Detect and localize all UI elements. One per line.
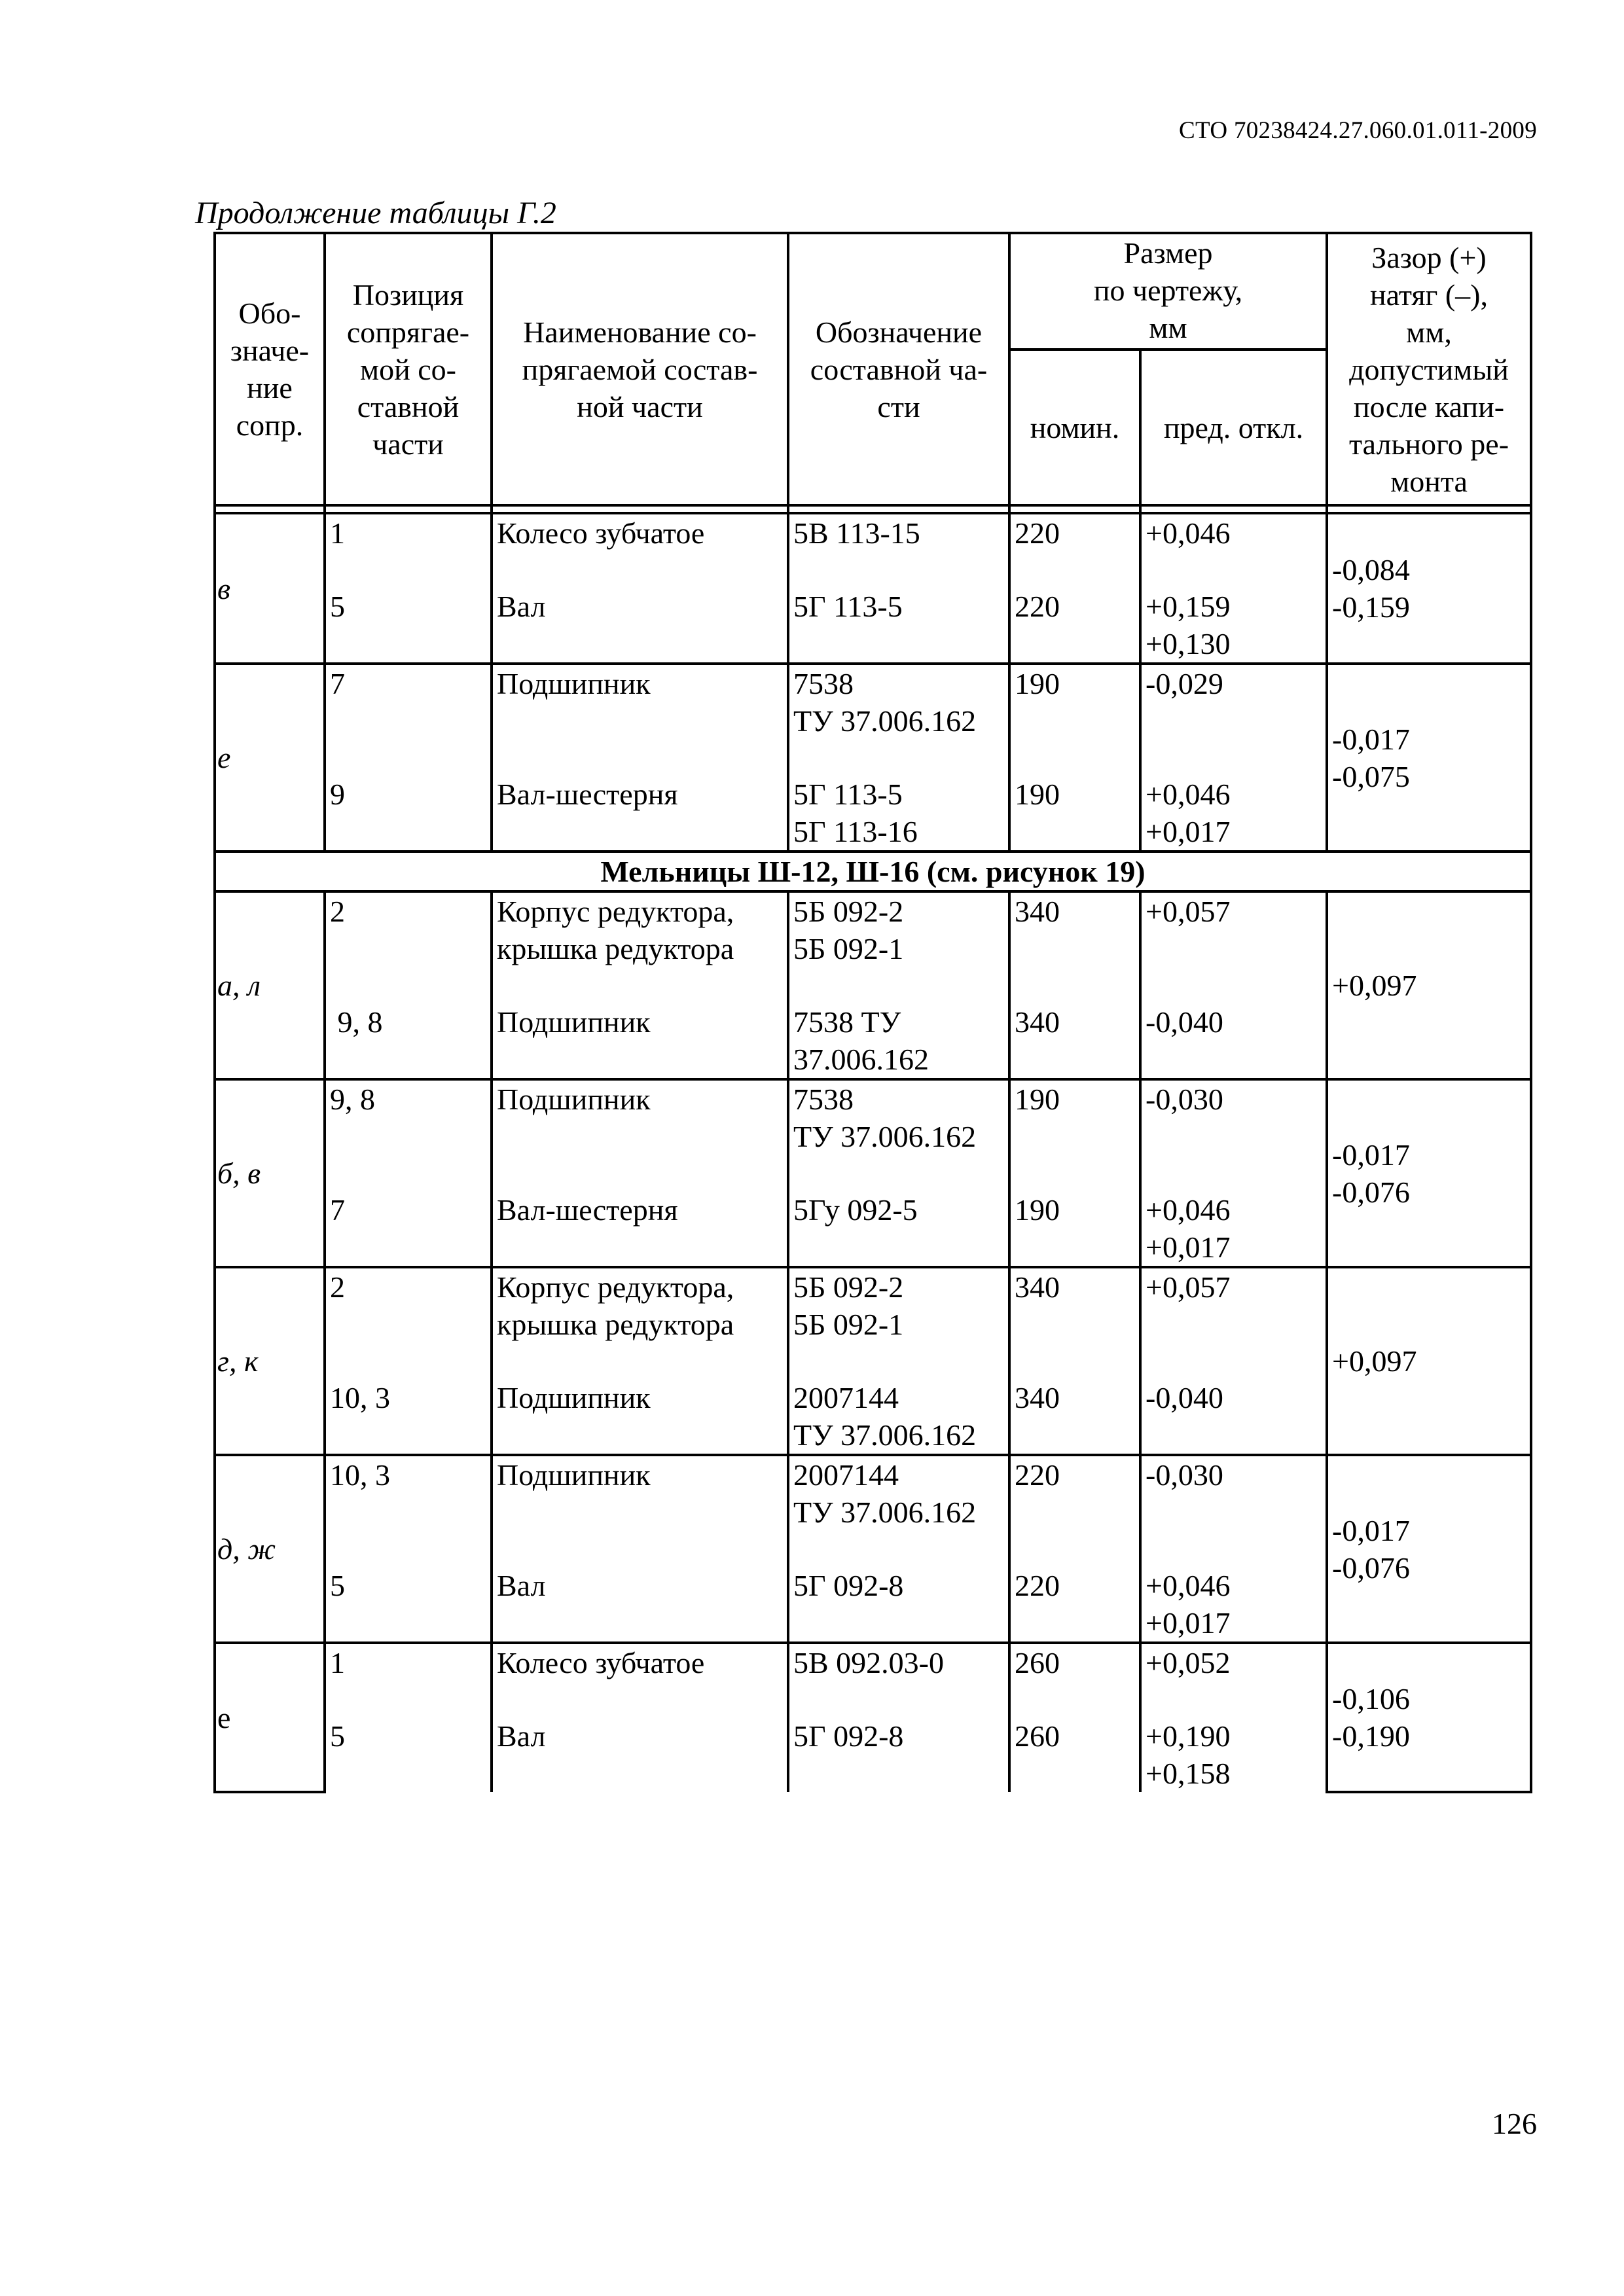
cell-line: +0,057 [1146,1270,1231,1304]
table-row [215,1643,1531,1717]
position-cell: 10, 3 [325,1455,492,1567]
part-name-cell [492,776,788,852]
header-position [325,233,492,505]
cell-line: Вал [497,1569,546,1602]
position-cell: 5 [325,588,492,664]
part-name-cell [492,1267,788,1379]
header-line: составной ча- [810,352,988,386]
cell-line: +0,097 [1332,1344,1417,1378]
tolerance-cell [1140,1567,1327,1643]
mating-designation: б, в [215,1079,325,1267]
cell-line: 5Б 092-1 [793,932,904,965]
cell-line: Колесо зубчатое [497,516,705,550]
cell-line: Подшипник [497,1083,651,1116]
nominal-size-cell: 260 [1009,1643,1140,1717]
tolerance-cell [1140,776,1327,852]
cell-line: 5Б 092-2 [793,1270,904,1304]
part-name-cell [492,588,788,664]
cell-line: +0,052 [1146,1646,1231,1679]
section-title: Мельницы Ш-12, Ш-16 (см. рисунок 19) [215,852,1531,891]
part-designation-cell [788,776,1009,852]
position-cell: 2 [325,1267,492,1379]
header-line: ставной [357,389,460,423]
position-cell: 5 [325,1567,492,1643]
tolerance-cell [1140,1379,1327,1455]
header-line: мм, [1406,315,1452,349]
cell-line: -0,076 [1332,1551,1410,1585]
cell-line: +0,046 [1146,1569,1231,1602]
cell-line: -0,084 [1332,553,1410,586]
cell-line: ТУ 37.006.162 [793,1496,977,1529]
cell-line: Вал-шестерня [497,1193,678,1227]
table-continuation-caption: Продолжение таблицы Г.2 [195,196,556,230]
cell-line: +0,046 [1146,516,1231,550]
cell-line: 2007144 [793,1458,899,1492]
header-line: Размер [1123,236,1213,270]
cell-line: -0,030 [1146,1083,1223,1116]
header-line: ние [247,371,293,404]
nominal-size-cell: 190 [1009,664,1140,776]
tolerance-cell [1140,588,1327,664]
header-nominal: номин. [1009,350,1140,505]
cell-line: -0,075 [1332,759,1410,793]
mating-designation: а, л [215,891,325,1079]
part-name-cell [492,1717,788,1792]
cell-line: +0,130 [1146,627,1231,660]
header-line: натяг (–), [1370,278,1489,312]
cell-line: 5Г 113-5 [793,778,903,811]
page-number: 126 [1492,2107,1537,2140]
cell-line: 7538 ТУ [793,1005,901,1039]
cell-line: +0,017 [1146,1606,1231,1640]
cell-line: 5Г 092-8 [793,1719,904,1753]
tolerance-cell [1140,1455,1327,1567]
document-code: СТО 70238424.27.060.01.011-2009 [1178,117,1537,144]
cell-line: ТУ 37.006.162 [793,1120,977,1153]
mating-designation: г, к [215,1267,325,1455]
cell-line: Вал-шестерня [497,778,678,811]
position-cell: 10, 3 [325,1379,492,1455]
cell-line: +0,159 [1146,590,1231,623]
position-cell: 5 [325,1717,492,1792]
part-designation-cell [788,1567,1009,1643]
position-cell: 1 [325,1643,492,1717]
mating-designation: е [215,1643,325,1792]
nominal-size-cell: 340 [1009,891,1140,1003]
part-name-cell [492,1079,788,1191]
part-name-cell [492,513,788,588]
table-header [215,233,1531,505]
header-line: сопр. [236,408,304,442]
cell-line: +0,017 [1146,815,1231,848]
cell-line: -0,017 [1332,722,1410,756]
part-name-cell [492,664,788,776]
part-name-cell [492,1455,788,1567]
header-line: после капи- [1353,389,1505,423]
part-designation-cell [788,891,1009,1003]
header-line: мой со- [360,352,456,386]
header-line: Обозначение [815,315,983,349]
cell-line: Подшипник [497,1005,651,1039]
table-row [215,664,1531,776]
clearance-cell [1327,1267,1531,1455]
cell-line: ТУ 37.006.162 [793,704,977,738]
clearance-cell [1327,513,1531,664]
nominal-size-cell: 220 [1009,513,1140,588]
tolerance-cell [1140,1079,1327,1191]
cell-line: 5В 092.03-0 [793,1646,944,1679]
tolerance-cell [1140,1267,1327,1379]
cell-line: -0,017 [1332,1513,1410,1547]
table-row [215,891,1531,1003]
mating-designation: е [215,664,325,852]
cell-line: -0,030 [1146,1458,1223,1492]
header-clearance [1327,233,1531,505]
header-part-designation [788,233,1009,505]
tolerance-cell [1140,891,1327,1003]
part-designation-cell [788,588,1009,664]
cell-line: 7538 [793,1083,854,1116]
part-designation-cell [788,1717,1009,1792]
cell-line: 5Г 092-8 [793,1569,904,1602]
header-tolerance: пред. откл. [1140,350,1327,505]
cell-line: +0,017 [1146,1230,1231,1264]
part-designation-cell [788,1379,1009,1455]
header-line: по чертежу, [1093,274,1243,307]
nominal-size-cell: 190 [1009,1191,1140,1267]
cell-line: Корпус редуктора, [497,895,734,928]
header-drawing-size [1009,233,1327,350]
tolerance-cell [1140,1191,1327,1267]
cell-line: -0,106 [1332,1682,1410,1715]
clearance-cell [1327,1455,1531,1643]
position-cell: 7 [325,1191,492,1267]
tolerance-cell [1140,1717,1327,1792]
table-row [215,513,1531,588]
tolerance-cell [1140,1643,1327,1717]
part-designation-cell [788,1079,1009,1191]
part-name-cell [492,1643,788,1717]
header-line: мм [1149,311,1187,344]
cell-line: крышка редуктора [497,1308,734,1341]
nominal-size-cell: 220 [1009,588,1140,664]
part-designation-cell [788,513,1009,588]
part-name-cell [492,1191,788,1267]
table-row [215,1455,1531,1567]
cell-line: 5Б 092-2 [793,895,904,928]
cell-line: +0,158 [1146,1757,1231,1790]
nominal-size-cell: 190 [1009,776,1140,852]
cell-line: +0,046 [1146,778,1231,811]
cell-line: Корпус редуктора, [497,1270,734,1304]
part-designation-cell [788,664,1009,776]
part-name-cell [492,1379,788,1455]
cell-line: 5Г 113-16 [793,815,918,848]
cell-line: Вал [497,590,546,623]
position-cell: 1 [325,513,492,588]
header-line: значе- [230,334,310,367]
tolerance-cell [1140,513,1327,588]
cell-line: 5Г 113-5 [793,590,903,623]
header-line: Наименование со- [523,315,757,349]
position-cell: 9, 8 [325,1079,492,1191]
clearance-cell [1327,664,1531,852]
part-name-cell [492,1003,788,1079]
tolerance-cell [1140,664,1327,776]
nominal-size-cell: 340 [1009,1379,1140,1455]
header-designation [215,233,325,505]
mating-designation: д, ж [215,1455,325,1643]
header-line: Зазор (+) [1371,240,1487,274]
cell-line: 2007144 [793,1381,899,1414]
nominal-size-cell: 260 [1009,1717,1140,1792]
header-line: тального ре- [1349,427,1509,461]
header-line: Позиция [352,278,464,312]
cell-line: -0,040 [1146,1005,1223,1039]
part-designation-cell [788,1643,1009,1717]
table-row [215,1079,1531,1191]
cell-line: 5В 113-15 [793,516,920,550]
header-line: ной части [577,389,703,423]
part-designation-cell [788,1267,1009,1379]
header-line: части [372,427,444,461]
cell-line: -0,076 [1332,1175,1410,1209]
tolerance-cell [1140,1003,1327,1079]
cell-line: -0,029 [1146,667,1223,700]
cell-line: +0,046 [1146,1193,1231,1227]
table-body [215,505,1531,1792]
nominal-size-cell: 340 [1009,1003,1140,1079]
header-line: прягаемой состав- [522,352,758,386]
cell-line: 5Б 092-1 [793,1308,904,1341]
position-cell: 9, 8 [325,1003,492,1079]
part-designation-cell [788,1003,1009,1079]
cell-line: Подшипник [497,1381,651,1414]
section-row [215,852,1531,891]
nominal-size-cell: 220 [1009,1567,1140,1643]
cell-line: Подшипник [497,667,651,700]
cell-line: 37.006.162 [793,1043,929,1076]
nominal-size-cell: 340 [1009,1267,1140,1379]
clearance-cell [1327,891,1531,1079]
fit-tolerance-table [213,232,1532,1793]
mating-designation: в [215,513,325,664]
cell-line: Подшипник [497,1458,651,1492]
position-cell: 2 [325,891,492,1003]
header-line: сти [877,389,920,423]
cell-line: Вал [497,1719,546,1753]
cell-line: -0,159 [1332,590,1410,624]
cell-line: -0,017 [1332,1138,1410,1172]
cell-line: +0,097 [1332,969,1417,1002]
position-cell: 7 [325,664,492,776]
header-line: допустимый [1349,352,1509,386]
cell-line: 5Гу 092-5 [793,1193,918,1227]
cell-line: +0,190 [1146,1719,1231,1753]
header-part-name [492,233,788,505]
cell-line: -0,040 [1146,1381,1223,1414]
part-designation-cell [788,1191,1009,1267]
cell-line: крышка редуктора [497,932,734,965]
nominal-size-cell: 220 [1009,1455,1140,1567]
cell-line: 7538 [793,667,854,700]
header-line: сопрягае- [346,315,470,349]
header-double-rule [215,505,1531,513]
cell-line: Колесо зубчатое [497,1646,705,1679]
clearance-cell [1327,1643,1531,1792]
part-designation-cell [788,1455,1009,1567]
cell-line: ТУ 37.006.162 [793,1418,977,1452]
nominal-size-cell: 190 [1009,1079,1140,1191]
table-row [215,1267,1531,1379]
cell-line: -0,190 [1332,1719,1410,1753]
part-name-cell [492,1567,788,1643]
cell-line: +0,057 [1146,895,1231,928]
position-cell: 9 [325,776,492,852]
part-name-cell [492,891,788,1003]
clearance-cell [1327,1079,1531,1267]
header-line: монта [1390,464,1468,498]
header-line: Обо- [238,296,301,330]
